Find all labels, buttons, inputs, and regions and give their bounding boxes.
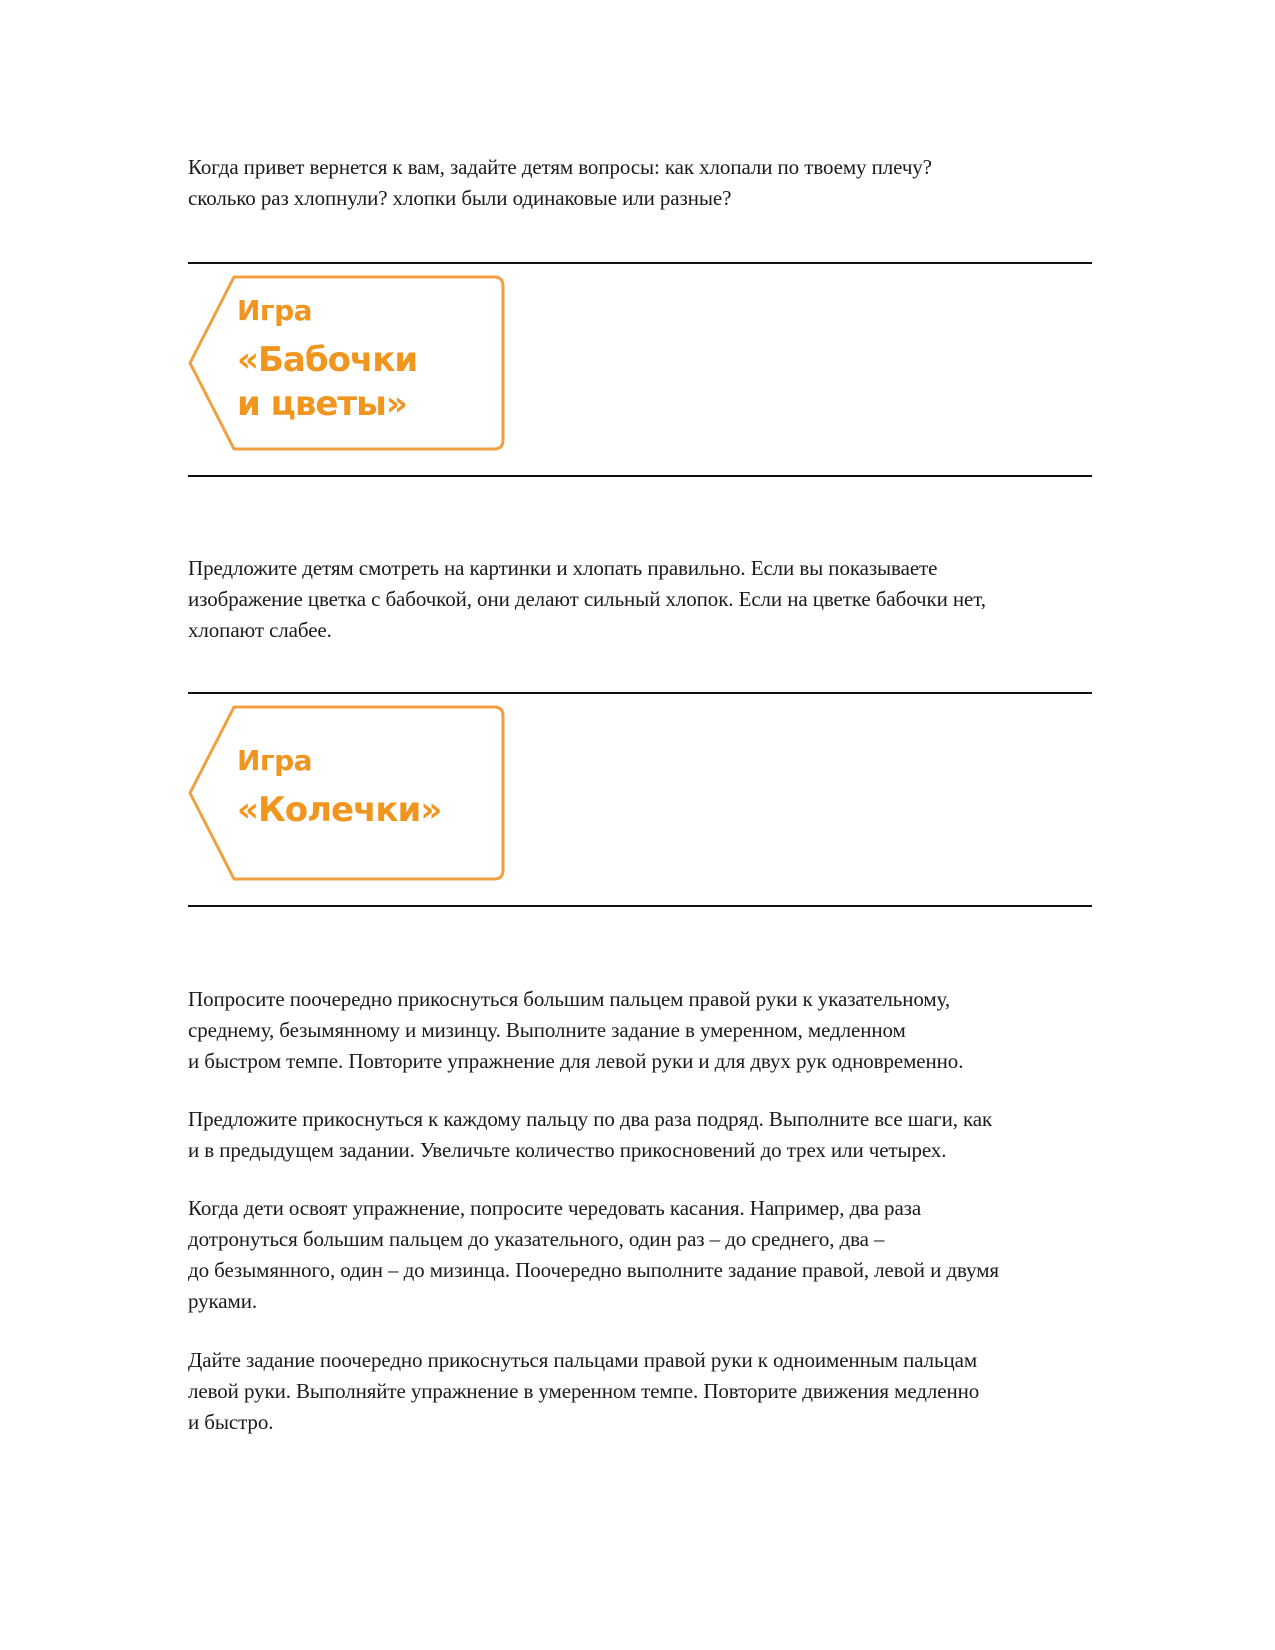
game-title-line2: и цветы» <box>237 384 407 424</box>
paragraph-double-touch <box>188 1104 1098 1166</box>
text-line: до безымянного, один – до мизинца. Поочередно выполните задание правой, левой и двумя <box>188 1258 999 1282</box>
text-line: Предложите детям смотреть на картинки и хлопать правильно. Если вы показываете <box>188 556 938 580</box>
text-line: и быстро. <box>188 1410 274 1434</box>
text-line: левой руки. Выполняйте упражнение в умеренном темпе. Повторите движения медленно <box>188 1379 980 1403</box>
paragraph-intro-questions <box>188 152 1098 214</box>
text-line: Предложите прикоснуться к каждому пальцу по два раза подряд. Выполните все шаги, как <box>188 1107 993 1131</box>
text-line: Когда дети освоят упражнение, попросите чередовать касания. Например, два раза <box>188 1196 922 1220</box>
text-line: и в предыдущем задании. Увеличьте количество прикосновений до трех или четырех. <box>188 1138 947 1162</box>
game-label-small: Игра <box>237 744 312 777</box>
text-line: Попросите поочередно прикоснуться большим пальцем правой руки к указательному, <box>188 987 951 1011</box>
paragraph-finger-touch <box>188 984 1098 1077</box>
text-line: Дайте задание поочередно прикоснуться пальцами правой руки к одноименным пальцам <box>188 1348 978 1372</box>
text-line: хлопают слабее. <box>188 618 332 642</box>
game-label-small: Игра <box>237 294 312 327</box>
text-line: Когда привет вернется к вам, задайте детям вопросы: как хлопали по твоему плечу? <box>188 155 932 179</box>
divider-bottom-game1 <box>188 475 1092 477</box>
divider-bottom-game2 <box>188 905 1092 907</box>
paragraph-clap-instructions <box>188 553 1098 646</box>
text-line: дотронуться большим пальцем до указательного, один раз – до среднего, два – <box>188 1227 885 1251</box>
text-line: сколько раз хлопнули? хлопки были одинаковые или разные? <box>188 186 732 210</box>
text-line: руками. <box>188 1289 258 1313</box>
text-line: и быстром темпе. Повторите упражнение для левой руки и для двух рук одновременно. <box>188 1049 964 1073</box>
game-title-line1: «Бабочки <box>237 340 418 380</box>
text-line: среднему, безымянному и мизинцу. Выполните задание в умеренном, медленном <box>188 1018 906 1042</box>
game-label-butterflies <box>186 272 512 458</box>
game-title-line1: «Колечки» <box>237 790 442 830</box>
game-label-rings <box>186 702 512 888</box>
paragraph-alternate-touch <box>188 1193 1098 1317</box>
divider-top-game2 <box>188 692 1092 694</box>
text-line: изображение цветка с бабочкой, они делают сильный хлопок. Если на цветке бабочки нет, <box>188 587 986 611</box>
paragraph-both-hands <box>188 1345 1098 1438</box>
divider-top-game1 <box>188 262 1092 264</box>
